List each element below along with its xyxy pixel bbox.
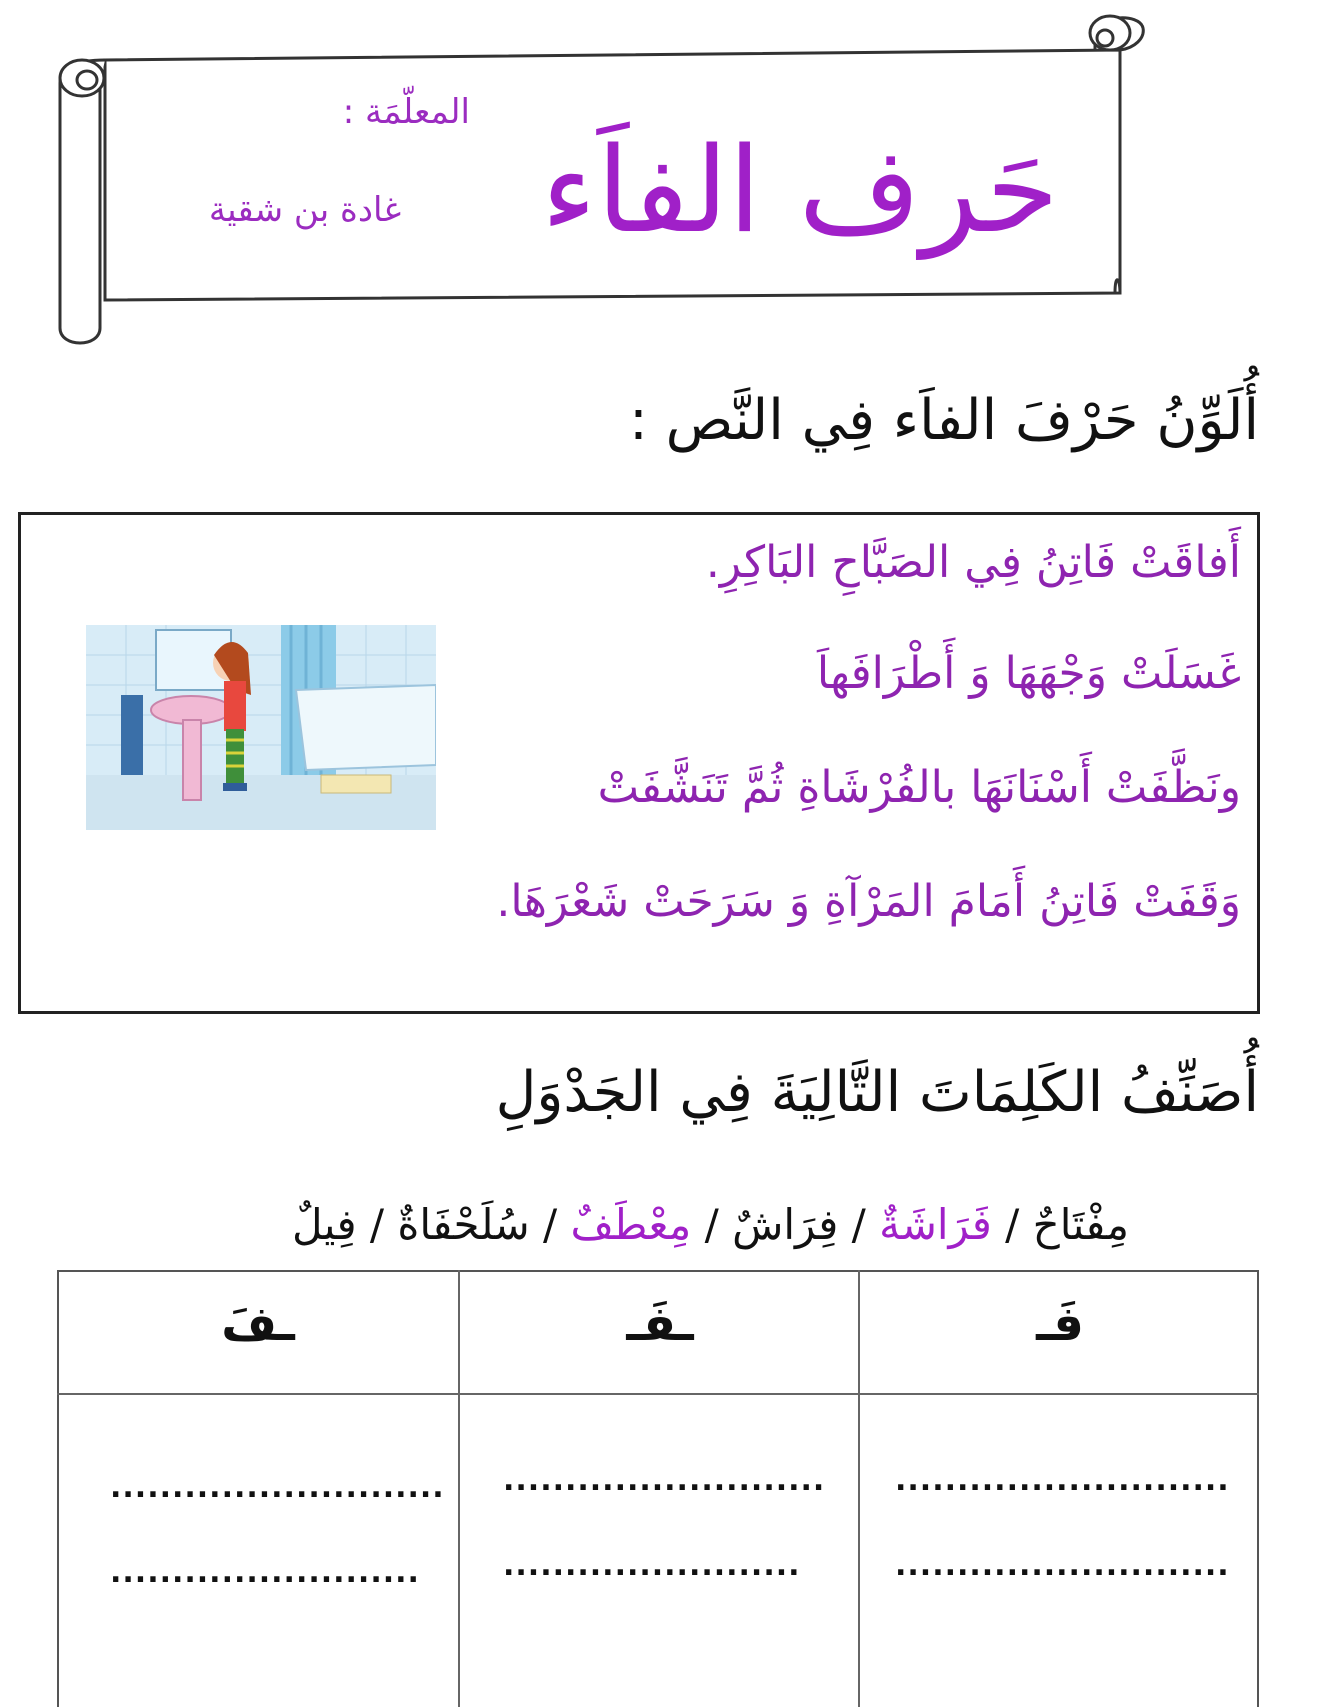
answer-line[interactable]: ........................... (110, 1470, 445, 1505)
word-farasha: فَرَاشَةٌ (879, 1200, 992, 1249)
word-separator: / (838, 1200, 880, 1249)
table-header-divider (57, 1393, 1259, 1395)
teacher-label: المعلّمَة : (342, 92, 470, 132)
word-firash: فِرَاشٌ (732, 1200, 839, 1249)
answer-line[interactable]: ........................... (895, 1463, 1230, 1498)
word-separator: / (529, 1200, 571, 1249)
coloring-instruction-heading: أُلَوِّنُ حَرْفَ الفاَء فِي النَّص : (628, 388, 1259, 453)
word-miftah: مِفْتَاحٌ (1032, 1200, 1129, 1249)
answer-line[interactable]: .......................... (503, 1463, 826, 1498)
header-medial-fa: ـفَـ (626, 1296, 694, 1352)
answer-line[interactable]: ........................ (503, 1548, 801, 1583)
header-final-fa: ـفَ (221, 1296, 295, 1352)
story-line-1: أَفاقَتْ فَاتِنُ فِي الصَبَّاحِ البَاكِرِ. (705, 537, 1241, 588)
word-sulahfa: سُلَحْفَاةٌ (397, 1200, 530, 1249)
page-title: حَرف الفاَء (541, 121, 1059, 259)
story-line-4: وَقَفَتْ فَاتِنُ أَمَامَ المَرْآةِ وَ سَرَحَتْ شَعْرَهَا. (496, 876, 1241, 927)
teacher-name: غادة بن شقية (208, 190, 402, 230)
girl-washing-face-illustration (86, 625, 436, 830)
classify-instruction-heading: أُصَنِّفُ الكَلِمَاتَ التَّالِيَةَ فِي الجَدْوَلِ (495, 1060, 1259, 1125)
header-initial-fa: فَـ (1036, 1296, 1084, 1352)
story-line-2: غَسَلَتْ وَجْهَهَا وَ أَطْرَافَهاَ (816, 648, 1241, 699)
word-fil: فِيلٌ (292, 1200, 357, 1249)
word-separator: / (356, 1200, 398, 1249)
story-line-3: ونَظَّفَتْ أَسْنَانَهَا بالفُرْشَاةِ ثُمَّ تَنَشَّفَتْ (597, 762, 1241, 813)
answer-line[interactable]: ......................... (110, 1555, 420, 1590)
word-separator: / (691, 1200, 733, 1249)
answer-line[interactable]: ........................... (895, 1548, 1230, 1583)
word-list (129, 1200, 1129, 1249)
word-separator: / (991, 1200, 1033, 1249)
word-miataf: مِعْطَفٌ (570, 1200, 692, 1249)
